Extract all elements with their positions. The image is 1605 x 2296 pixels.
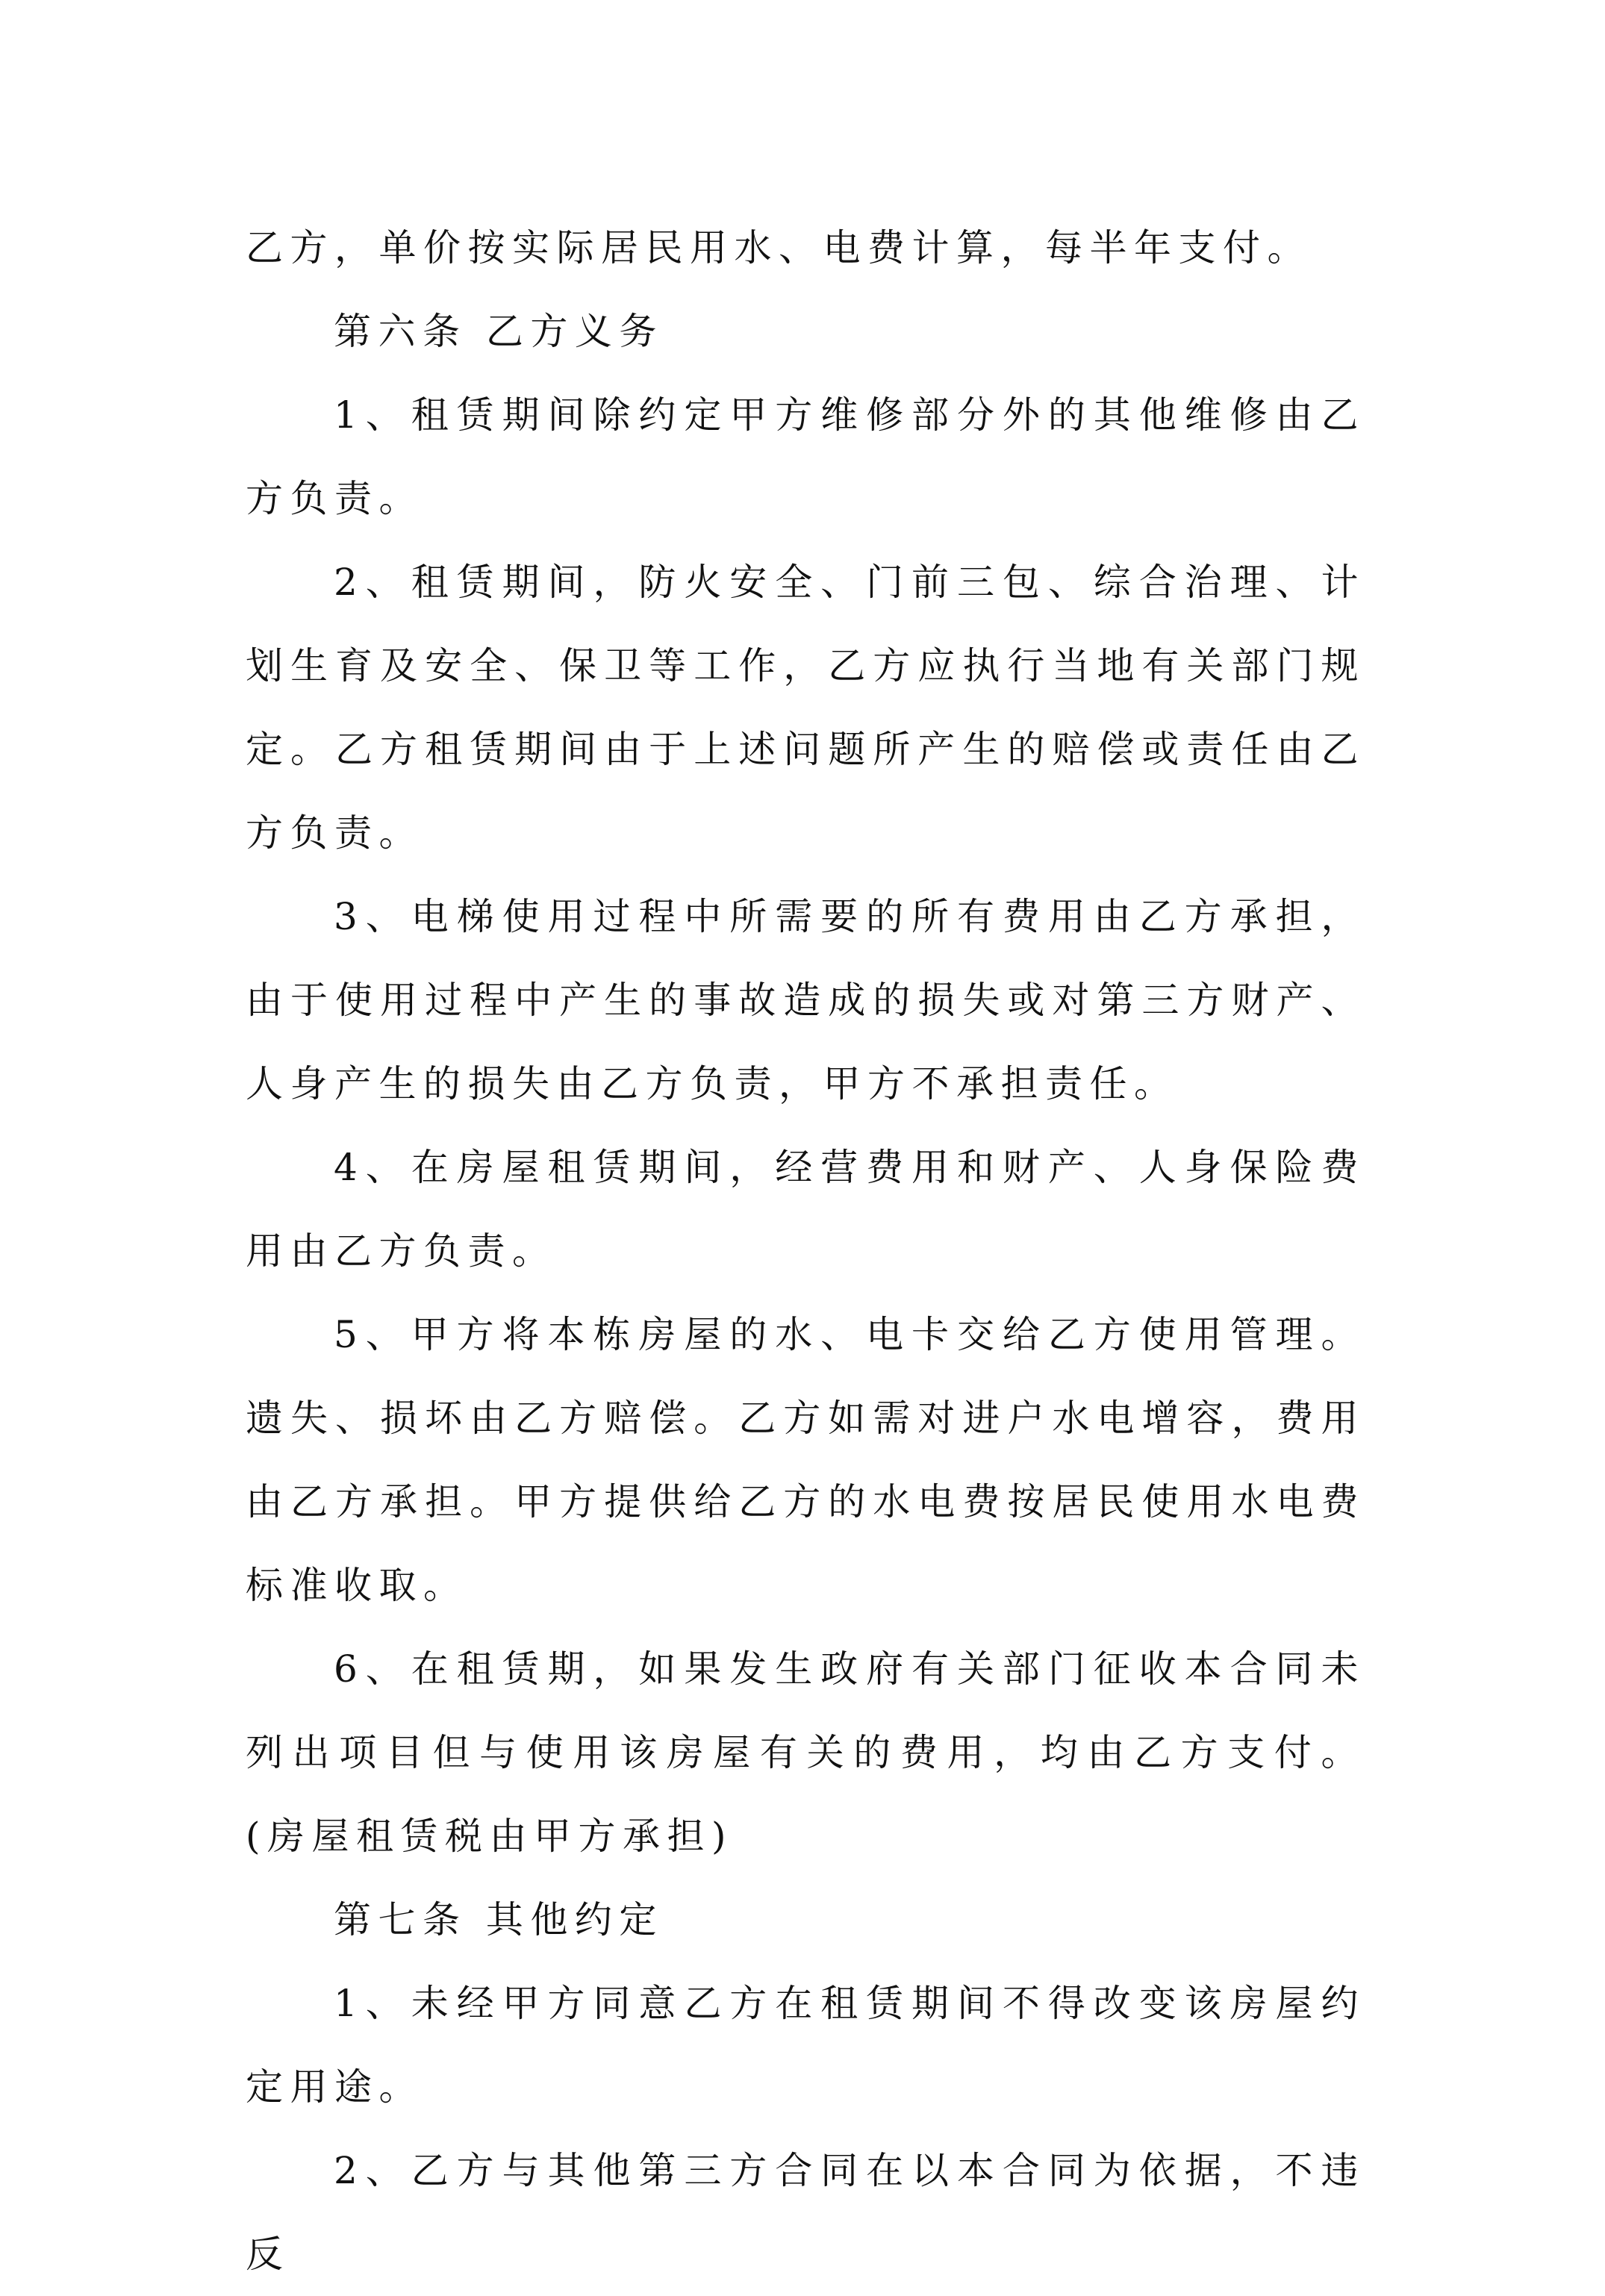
paragraph-clause-2: 2、租赁期间，防火安全、门前三包、综合治理、计划生育及安全、保卫等工作，乙方应执行当地有关部门规定。乙方租赁期间由于上述问题所产生的赔偿或责任由乙方负责。 [246,561,1365,855]
paragraph-clause-1: 1、租赁期间除约定甲方维修部分外的其他维修由乙方负责。 [246,393,1365,520]
contract-body [246,206,1365,2296]
paragraph-clause-7-1: 1、未经甲方同意乙方在租赁期间不得改变该房屋约定用途。 [246,1982,1365,2109]
paragraph-clause-7-2: 2、乙方与其他第三方合同在以本合同为依据，不违反 [246,2149,1365,2276]
paragraph-clause-5: 5、甲方将本栋房屋的水、电卡交给乙方使用管理。遗失、损坏由乙方赔偿。乙方如需对进户水电增容，费用由乙方承担。甲方提供给乙方的水电费按居民使用水电费标准收取。 [246,1313,1365,1607]
section-heading-article-7: 第七条 其他约定 [334,1898,664,1941]
paragraph-continuation: 乙方，单价按实际居民用水、电费计算，每半年支付。 [246,226,1312,269]
paragraph-clause-3: 3、电梯使用过程中所需要的所有费用由乙方承担，由于使用过程中产生的事故造成的损失或对第三方财产、人身产生的损失由乙方负责，甲方不承担责任。 [246,895,1365,1105]
paragraph-clause-6: 6、在租赁期，如果发生政府有关部门征收本合同未列出项目但与使用该房屋有关的费用，均由乙方支付。(房屋租赁税由甲方承担) [246,1647,1365,1858]
section-heading-article-6: 第六条 乙方义务 [334,310,664,353]
paragraph-clause-4: 4、在房屋租赁期间，经营费用和财产、人身保险费用由乙方负责。 [246,1146,1365,1273]
